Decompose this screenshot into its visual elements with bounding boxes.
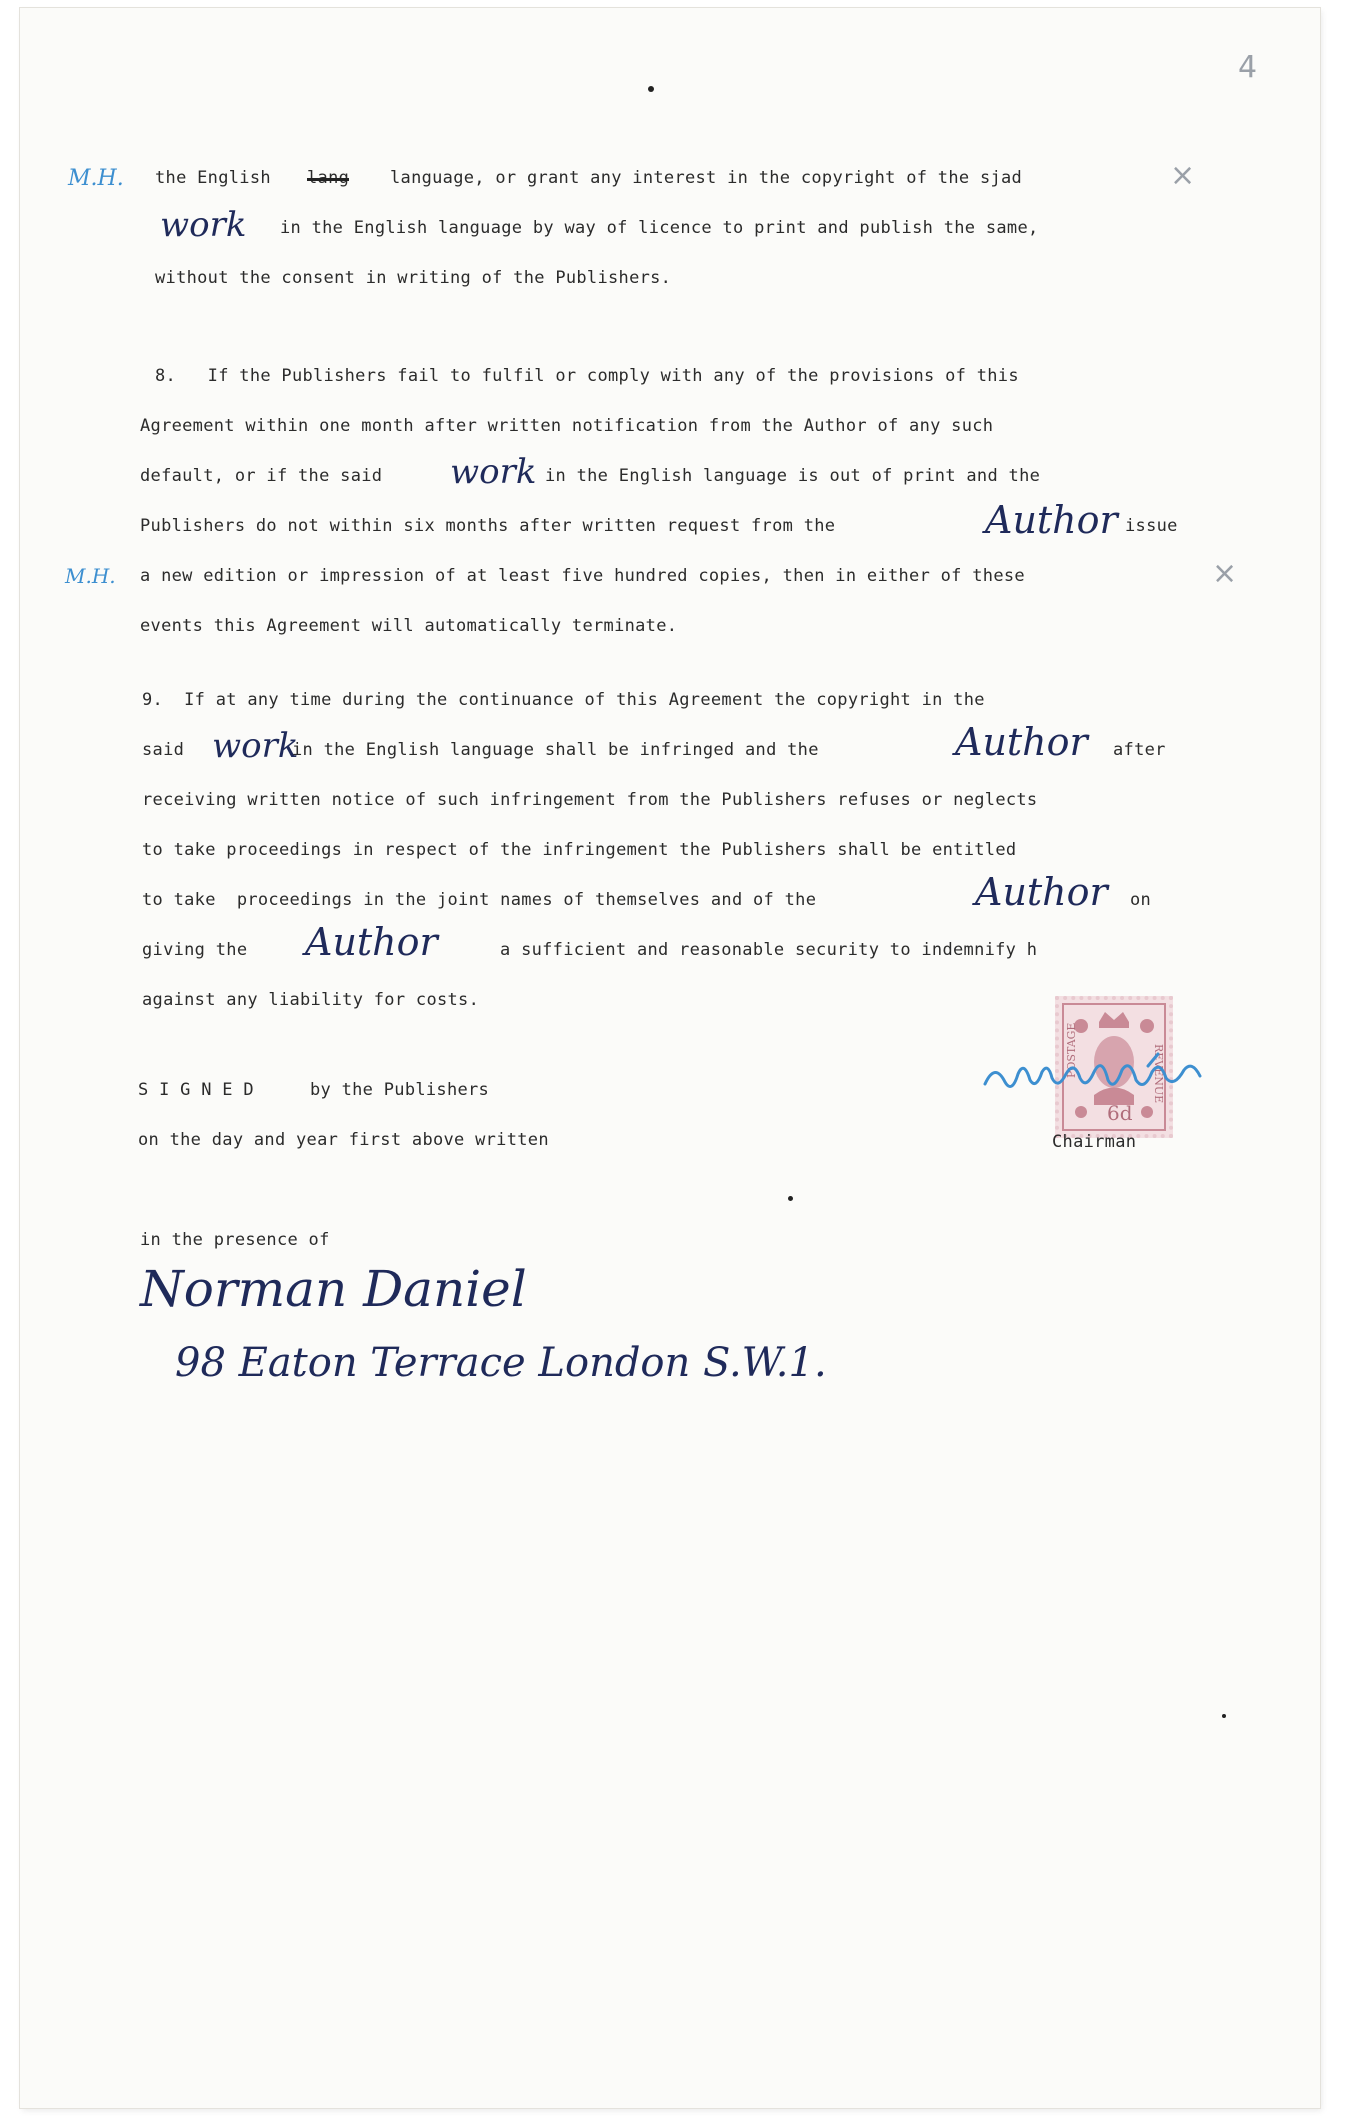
- margin-cross-2: ×: [1212, 556, 1238, 591]
- witness-name-handwritten: Norman Daniel: [140, 1260, 527, 1318]
- clause7-line1-a: the English: [155, 168, 271, 188]
- clause9-line2-c: after: [1113, 740, 1166, 760]
- clause9-line2-a: said: [142, 740, 185, 760]
- clause8-line2: Agreement within one month after written notification from the Author of any such: [140, 416, 994, 436]
- ink-dot: [648, 86, 654, 92]
- clause8-line3-b: in the English language is out of print and the: [545, 466, 1041, 486]
- witness-label: in the presence of: [140, 1230, 330, 1250]
- clause8-line4-b: issue: [1125, 516, 1178, 536]
- ink-dot-3: [1222, 1714, 1226, 1718]
- stamp-right-text: REVENUE: [1152, 1044, 1165, 1104]
- margin-cross-1: ×: [1170, 158, 1196, 193]
- chairman-signature: [980, 1044, 1220, 1104]
- clause7-line3: without the consent in writing of the Publishers.: [155, 268, 672, 288]
- clause7-line2: in the English language by way of licence to print and publish the same,: [280, 218, 1039, 238]
- clause9-hand-author-3: Author: [305, 920, 438, 964]
- clause9-line6-b: a sufficient and reasonable security to indemnify h: [500, 940, 1038, 960]
- clause8-hand-work: work: [450, 452, 537, 492]
- stamp-left-text: POSTAGE: [1065, 1022, 1078, 1078]
- clause8-line3-a: default, or if the said: [140, 466, 383, 486]
- clause9-hand-work: work: [212, 726, 299, 766]
- clause9-hand-author: Author: [955, 720, 1088, 764]
- page-number-pencil: 4: [1238, 50, 1258, 85]
- clause9-line6-a: giving the: [142, 940, 248, 960]
- signed-by: by the Publishers: [310, 1080, 490, 1100]
- clause7-line1-b: language, or grant any interest in the copyright of the sjad: [390, 168, 1023, 188]
- ink-dot-2: [788, 1196, 793, 1201]
- clause9-line5-a: to take proceedings in the joint names of themselves and of the: [142, 890, 817, 910]
- signed-date-line: on the day and year first above written: [138, 1130, 549, 1150]
- clause9-hand-author-2: Author: [975, 870, 1108, 914]
- stamp-value: 6d: [1107, 1101, 1133, 1125]
- clause8-line5: a new edition or impression of at least five hundred copies, then in either of these: [140, 566, 1025, 586]
- clause9-line7: against any liability for costs.: [142, 990, 480, 1010]
- clause9-line2-b: in the English language shall be infringed and the: [292, 740, 819, 760]
- clause8-line4-a: Publishers do not within six months after written request from the: [140, 516, 836, 536]
- clause8-line1: 8. If the Publishers fail to fulfil or comply with any of the provisions of this: [155, 366, 1019, 386]
- document-page: [20, 8, 1320, 2108]
- chairman-label: Chairman: [1052, 1132, 1137, 1152]
- margin-initials-1: M.H.: [68, 166, 124, 191]
- clause9-line1: 9. If at any time during the continuance of this Agreement the copyright in the: [142, 690, 985, 710]
- clause7-struck-word: lang: [307, 168, 350, 188]
- clause9-line3: receiving written notice of such infringement from the Publishers refuses or neglects: [142, 790, 1038, 810]
- clause8-line6: events this Agreement will automatically terminate.: [140, 616, 678, 636]
- signed-label: S I G N E D: [138, 1080, 254, 1100]
- clause8-hand-author: Author: [985, 498, 1118, 542]
- margin-initials-2: M.H.: [65, 564, 116, 588]
- clause9-line4: to take proceedings in respect of the infringement the Publishers shall be entitled: [142, 840, 1017, 860]
- clause7-hand-work: work: [160, 205, 247, 245]
- witness-address-handwritten: 98 Eaton Terrace London S.W.1.: [175, 1340, 827, 1386]
- clause9-line5-b: on: [1130, 890, 1152, 910]
